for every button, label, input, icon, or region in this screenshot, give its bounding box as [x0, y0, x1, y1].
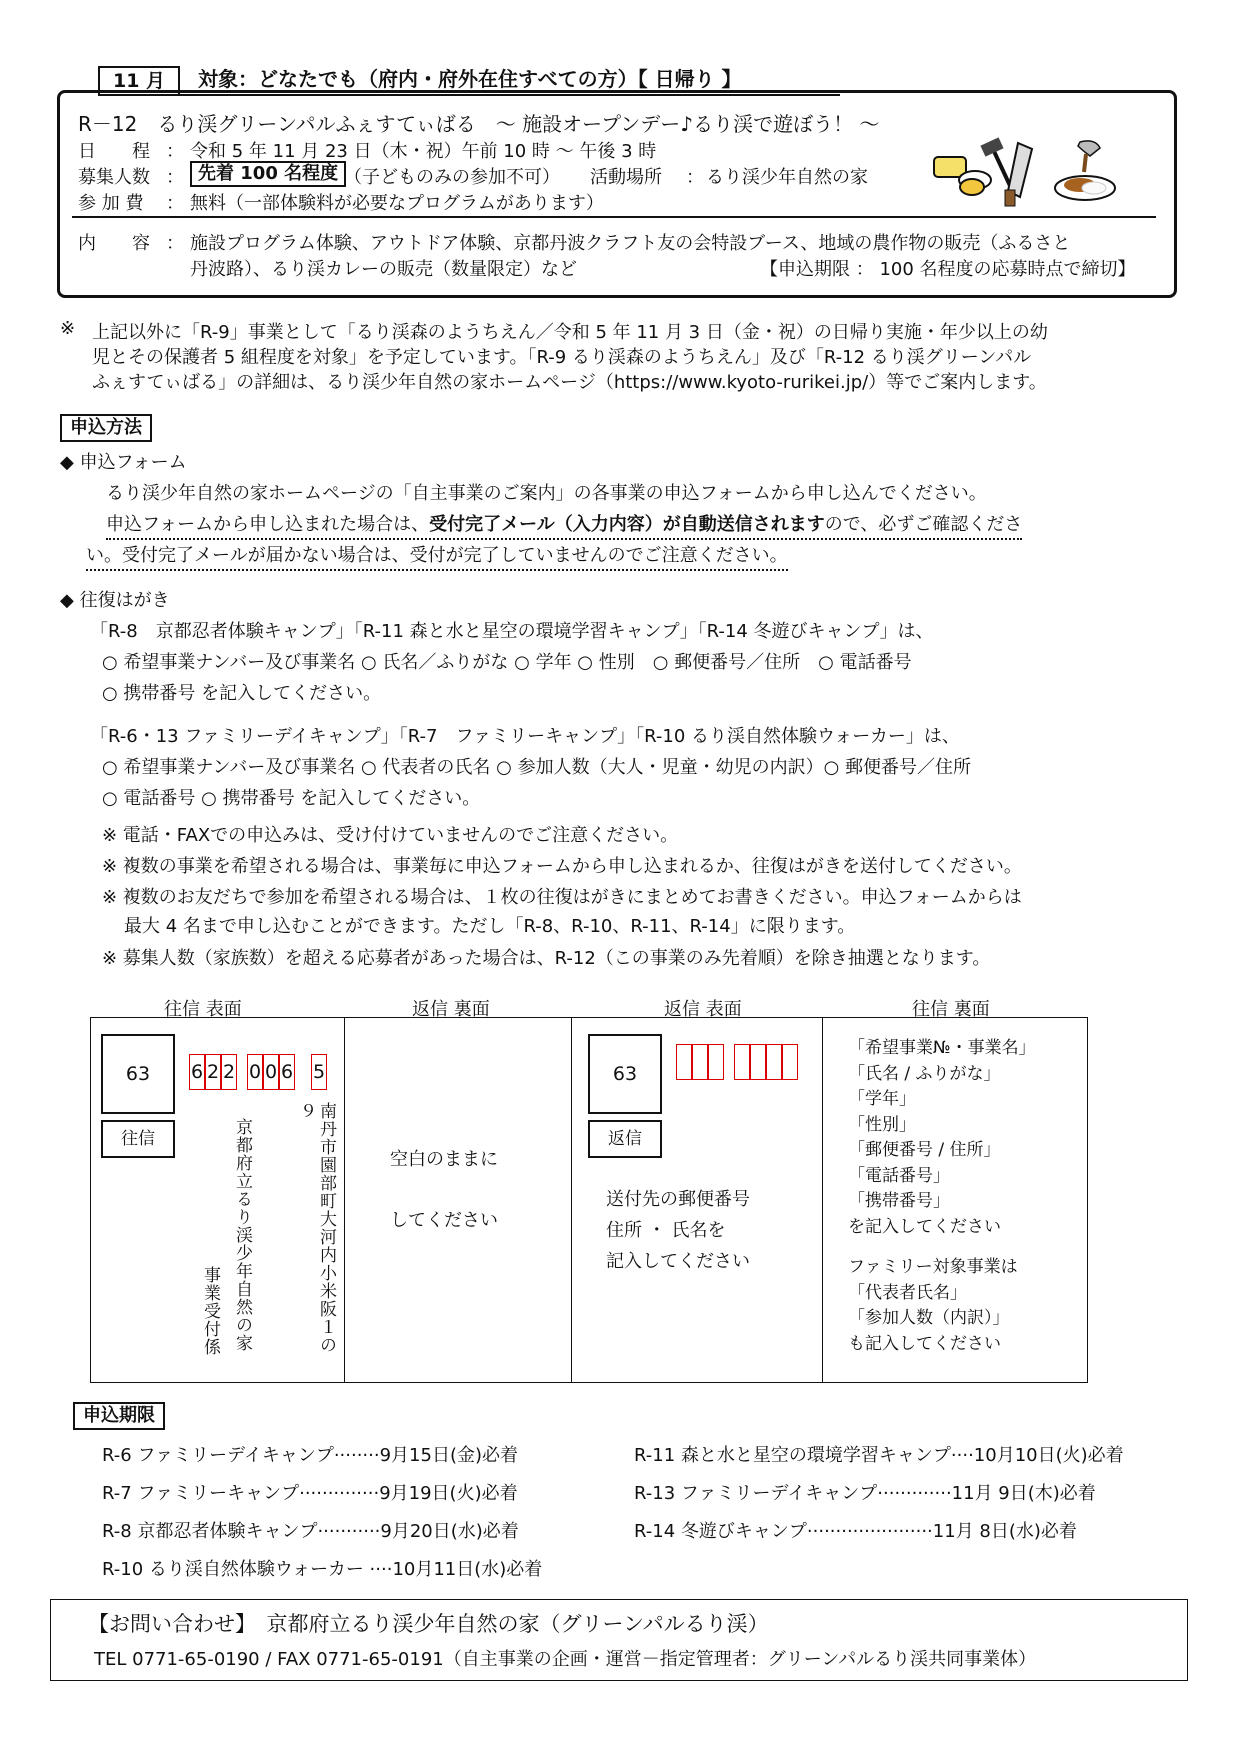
apply-note: ※ 複数のお友だちで参加を希望される場合は、１枚の往復はがきにまとめてお書きください。申込フォームからは: [102, 887, 1022, 908]
form-line2: [106, 510, 1022, 540]
deadline-name: R-7 ファミリーキャンプ: [102, 1483, 300, 1504]
postcard-divider: [822, 1017, 823, 1383]
postal-blank-cell: [676, 1044, 692, 1080]
deadline-dots: ····: [950, 1445, 974, 1466]
deadline-date: 9月19日(火)必着: [379, 1483, 518, 1504]
form-line1: るり渓少年自然の家ホームページの「自主事業のご案内」の各事業の申込フォームから申し込んでください。: [106, 483, 987, 504]
back-line: 「携帯番号」: [848, 1191, 950, 1211]
deadline-dots: ····: [363, 1559, 393, 1580]
capacity-note: （子どものみの参加不可）: [344, 167, 560, 188]
colon: ：: [686, 167, 704, 188]
deadline-date: 9月20日(水)必着: [380, 1521, 519, 1542]
postcard-divider: [571, 1017, 572, 1383]
back-line: 「電話番号」: [848, 1165, 950, 1186]
deadline-row: [102, 1517, 519, 1543]
blank-line1: 空白のままに: [390, 1149, 498, 1170]
postal-blank-cell: [734, 1044, 750, 1080]
deadline-name: R-10 るり渓自然体験ウォーカー: [102, 1559, 364, 1580]
deadline-name: R-8 京都忍者体験キャンプ: [102, 1521, 318, 1542]
postal-blank-cell: [692, 1044, 708, 1080]
date-label: 日 程: [78, 141, 150, 162]
return-label: 返信: [588, 1120, 662, 1158]
group2-line2: ○ 希望事業ナンバー及び事業名 ○ 代表者の氏名 ○ 参加人数（大人・児童・幼児の内訳）○ 郵便番号／住所: [102, 757, 971, 778]
postal-digit: 2: [221, 1054, 237, 1090]
postcard-title: ◆ 往復はがき: [60, 590, 170, 611]
event-divider: [72, 216, 1156, 218]
recipient-dept-vertical: 事業受付係: [200, 1266, 220, 1356]
postcard-col2-title: 返信 裏面: [412, 999, 490, 1020]
return-line1: 送付先の郵便番号: [606, 1189, 750, 1210]
postcard-col4-title: 往信 裏面: [912, 999, 990, 1020]
target-label: 対象：どなたでも（府内・府外在住すべての方）【 日帰り 】: [198, 67, 742, 91]
deadline-name: R-11 森と水と星空の環境学習キャンプ: [634, 1445, 951, 1466]
deadline-dots: ······················: [806, 1521, 933, 1542]
postal-digit: 5: [311, 1054, 327, 1090]
postal-digit: 0: [247, 1054, 263, 1090]
venue-value: るり渓少年自然の家: [706, 167, 868, 188]
colon: ：: [166, 233, 184, 254]
deadline-row: [634, 1479, 1096, 1505]
postal-digit: 2: [205, 1054, 221, 1090]
month-tag: 11 月: [98, 66, 180, 96]
postcard-col1-title: 往信 表面: [164, 999, 242, 1020]
deadline-dots: ···········: [317, 1521, 381, 1542]
note-r9-line3: ふぇすてぃばる」の詳細は、るり渓少年自然の家ホームページ（https://www.kyoto-rurikei.jp/）等でご案内します。: [92, 372, 1047, 393]
group1-line2: ○ 希望事業ナンバー及び事業名 ○ 氏名／ふりがな ○ 学年 ○ 性別 ○ 郵便番号／住所 ○ 電話番号: [102, 652, 912, 673]
fee-label: 参 加 費: [78, 193, 144, 214]
note-mark: ※: [60, 318, 76, 339]
deadline-heading: 申込期限: [73, 1402, 165, 1430]
postal-blank-cell: [766, 1044, 782, 1080]
deadline-name: R-14 冬遊びキャンプ: [634, 1521, 807, 1542]
curry-icon: [1050, 138, 1120, 208]
deadline-date: 9月15日(金)必着: [379, 1445, 519, 1466]
apply-heading: 申込方法: [60, 414, 152, 442]
recipient-vertical: 京都府立るり渓少年自然の家: [232, 1118, 252, 1352]
blank-line2: してください: [390, 1210, 498, 1231]
date-value: 令和 5 年 11 月 23 日（木・祝）午前 10 時 ～ 午後 3 時: [190, 141, 657, 162]
family-line: ファミリー対象事業は: [848, 1257, 1018, 1277]
stamp-box: 63: [588, 1034, 662, 1114]
craft-tools-icon: [920, 135, 1040, 210]
back-line: 「氏名 / ふりがな」: [848, 1063, 1001, 1084]
back-instructions: [848, 1036, 1036, 1357]
colon: ：: [166, 193, 184, 214]
deadline-row: [102, 1479, 518, 1505]
back-line: 「希望事業№・事業名」: [848, 1038, 1036, 1058]
postcard-col3-title: 返信 表面: [664, 999, 742, 1020]
postal-digit: 6: [189, 1054, 205, 1090]
deadline-date: 11月 8日(水)必着: [932, 1521, 1077, 1542]
content-line1: 施設プログラム体験、アウトドア体験、京都丹波クラフト友の会特設ブース、地域の農作物の販売（ふるさと: [190, 233, 1071, 254]
form-title: ◆ 申込フォーム: [60, 452, 187, 473]
return-line2: 住所 ・ 氏名を: [606, 1220, 726, 1241]
auto-mail-emphasis: 受付完了メール（入力内容）が自動送信されます: [429, 514, 825, 535]
postal-digit: 0: [263, 1054, 279, 1090]
group2-line3: ○ 電話番号 ○ 携帯番号 を記入してください。: [102, 788, 481, 809]
family-line: も記入してください: [848, 1333, 1001, 1354]
contact-line2: TEL 0771-65-0190 / FAX 0771-65-0191（自主事業の企画・運営－指定管理者：グリーンパルるり渓共同事業体）: [94, 1649, 1037, 1670]
deadline-row: [102, 1555, 542, 1581]
postcard-divider: [344, 1017, 345, 1383]
apply-note: ※ 募集人数（家族数）を超える応募者があった場合は、R-12（この事業のみ先着順）を除き抽選となります。: [102, 948, 991, 969]
deadline-dots: ··············: [299, 1483, 380, 1504]
postal-digit: 6: [279, 1054, 295, 1090]
family-line: 「代表者氏名」: [848, 1282, 967, 1303]
deadline-name: R-6 ファミリーデイキャンプ: [102, 1445, 334, 1466]
back-line: を記入してください: [848, 1216, 1001, 1237]
address-vertical: 南丹市園部町大河内小米阪１の９: [296, 1102, 336, 1354]
stamp-box: 63: [101, 1034, 175, 1114]
content-line2: 丹波路）、るり渓カレーの販売（数量限定）など: [190, 259, 577, 280]
apply-note: ※ 複数の事業を希望される場合は、事業毎に申込フォームから申し込まれるか、往復はがきを送付してください。: [102, 856, 1022, 877]
group1-line1: 「R-8 京都忍者体験キャンプ」「R-11 森と水と星空の環境学習キャンプ」「R-14 冬遊びキャンプ」は、: [90, 621, 934, 642]
event-deadline: 【申込期限 ： 100 名程度の応募時点で締切】: [760, 259, 1136, 280]
postal-blank-cell: [750, 1044, 766, 1080]
deadline-row: [634, 1441, 1124, 1467]
deadline-date: 10月10日(火)必着: [973, 1445, 1124, 1466]
deadline-row: [102, 1441, 518, 1467]
postal-blank-cell: [708, 1044, 724, 1080]
form-line2-a: 申込フォームから申し込まれた場合は、: [106, 514, 430, 535]
form-line3: い。受付完了メールが届かない場合は、受付が完了していませんのでご注意ください。: [86, 541, 788, 571]
postal-blank-cell: [782, 1044, 798, 1080]
deadline-dots: ·············: [877, 1483, 952, 1504]
note-r9-line2: 児とその保護者 5 組程度を対象」を予定しています。「R-9 るり渓森のようちえん」及び「R-12 るり渓グリーンパル: [92, 347, 1032, 368]
deadline-date: 11月 9日(木)必着: [951, 1483, 1096, 1504]
capacity-label: 募集人数: [78, 167, 150, 188]
deadline-row: [634, 1517, 1077, 1543]
note-r9-line1: 上記以外に「R-9」事業として「るり渓森のようちえん／令和 5 年 11 月 3 日（金・祝）の日帰り実施・年少以上の幼: [92, 322, 1048, 343]
group1-line3: ○ 携帯番号 を記入してください。: [102, 683, 382, 704]
colon: ：: [166, 141, 184, 162]
deadline-date: 10月11日(水)必着: [392, 1559, 543, 1580]
back-line: 「性別」: [848, 1114, 916, 1135]
return-line3: 記入してください: [606, 1251, 750, 1272]
contact-line1: 【お問い合わせ】 京都府立るり渓少年自然の家（グリーンパルるり渓）: [88, 1612, 769, 1636]
back-line: 「郵便番号 / 住所」: [848, 1140, 1001, 1160]
fee-value: 無料（一部体験料が必要なプログラムがあります）: [190, 193, 604, 214]
deadline-dots: ········: [333, 1445, 380, 1466]
capacity-value: 先着 100 名程度: [190, 161, 346, 187]
colon: ：: [166, 167, 184, 188]
group2-line1: 「R-6・13 ファミリーデイキャンプ」「R-7 ファミリーキャンプ」「R-10 るり渓自然体験ウォーカー」は、: [90, 726, 960, 747]
form-line2-c: ので、必ずご確認くださ: [824, 514, 1023, 535]
content-label: 内 容: [78, 233, 150, 254]
deadline-name: R-13 ファミリーデイキャンプ: [634, 1483, 878, 1504]
family-line: 「参加人数（内訳）」: [848, 1308, 1010, 1328]
venue-label: 活動場所: [590, 167, 662, 188]
back-line: 「学年」: [848, 1089, 916, 1109]
event-title: R－12 るり渓グリーンパルふぇすてぃばる ～ 施設オープンデー♪るり渓で遊ぼう！ ～: [78, 112, 880, 136]
outgoing-label: 往信: [101, 1120, 175, 1158]
apply-note: ※ 電話・FAXでの申込みは、受け付けていませんのでご注意ください。: [102, 825, 679, 846]
apply-note: 最大 4 名まで申し込むことができます。ただし「R-8、R-10、R-11、R-14」に限ります。: [124, 916, 856, 937]
